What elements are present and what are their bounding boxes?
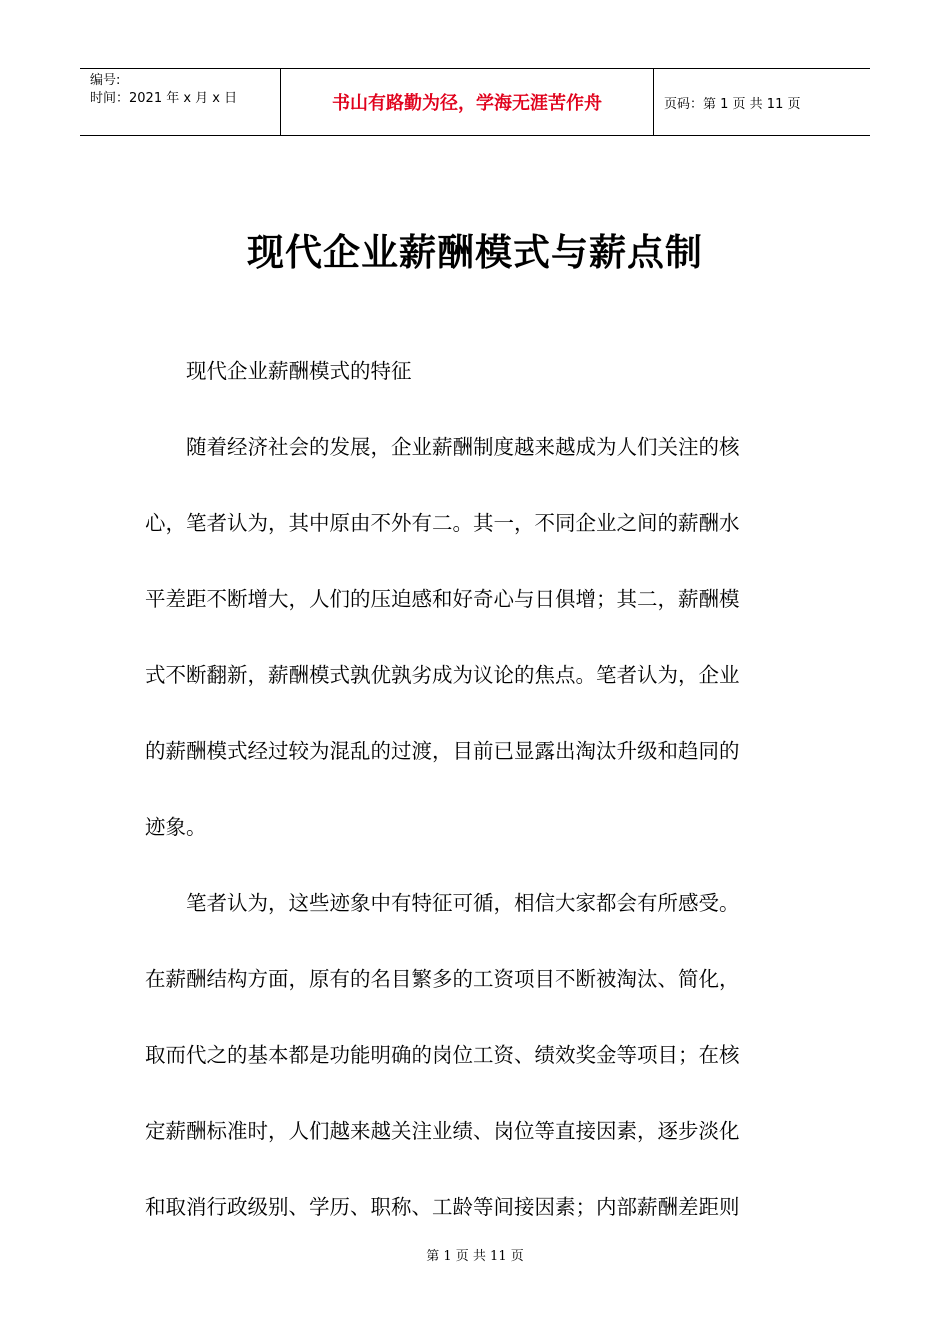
paragraph-line: 取而代之的基本都是功能明确的岗位工资、绩效奖金等项目；在核 [145,1043,740,1067]
paragraph-line: 式不断翻新，薪酬模式孰优孰劣成为议论的焦点。笔者认为，企业 [145,663,740,687]
header-page-cell [654,69,870,135]
page-footer: 第 1 页 共 11 页 [426,1249,524,1264]
document-date: 时间：2021 年 x 月 x 日 [90,91,238,106]
header-table [80,68,870,136]
paragraph-line: 定薪酬标准时，人们越来越关注业绩、岗位等直接因素，逐步淡化 [145,1119,740,1143]
header-motto: 书山有路勤为径，学海无涯苦作舟 [332,93,602,114]
paragraph-line: 在薪酬结构方面，原有的名目繁多的工资项目不断被淘汰、简化， [145,967,740,991]
paragraph-line: 的薪酬模式经过较为混乱的过渡，目前已显露出淘汰升级和趋同的 [145,739,740,763]
paragraph-line: 迹象。 [145,815,207,839]
document-number-label: 编号: [90,73,121,88]
section-heading: 现代企业薪酬模式的特征 [186,359,412,383]
paragraph-line: 平差距不断增大，人们的压迫感和好奇心与日俱增；其二，薪酬模 [145,587,740,611]
document-title: 现代企业薪酬模式与薪点制 [247,231,703,274]
header-motto-cell [281,69,654,135]
paragraph-line: 笔者认为，这些迹象中有特征可循，相信大家都会有所感受。 [186,891,740,915]
header-meta-cell [80,69,281,135]
header-page-info: 页码：第 1 页 共 11 页 [664,96,801,112]
paragraph-line: 心，笔者认为，其中原由不外有二。其一，不同企业之间的薪酬水 [145,511,740,535]
paragraph-line: 和取消行政级别、学历、职称、工龄等间接因素；内部薪酬差距则 [145,1195,740,1219]
document-body [145,352,805,1226]
paragraph-line: 随着经济社会的发展，企业薪酬制度越来越成为人们关注的核 [186,435,740,459]
